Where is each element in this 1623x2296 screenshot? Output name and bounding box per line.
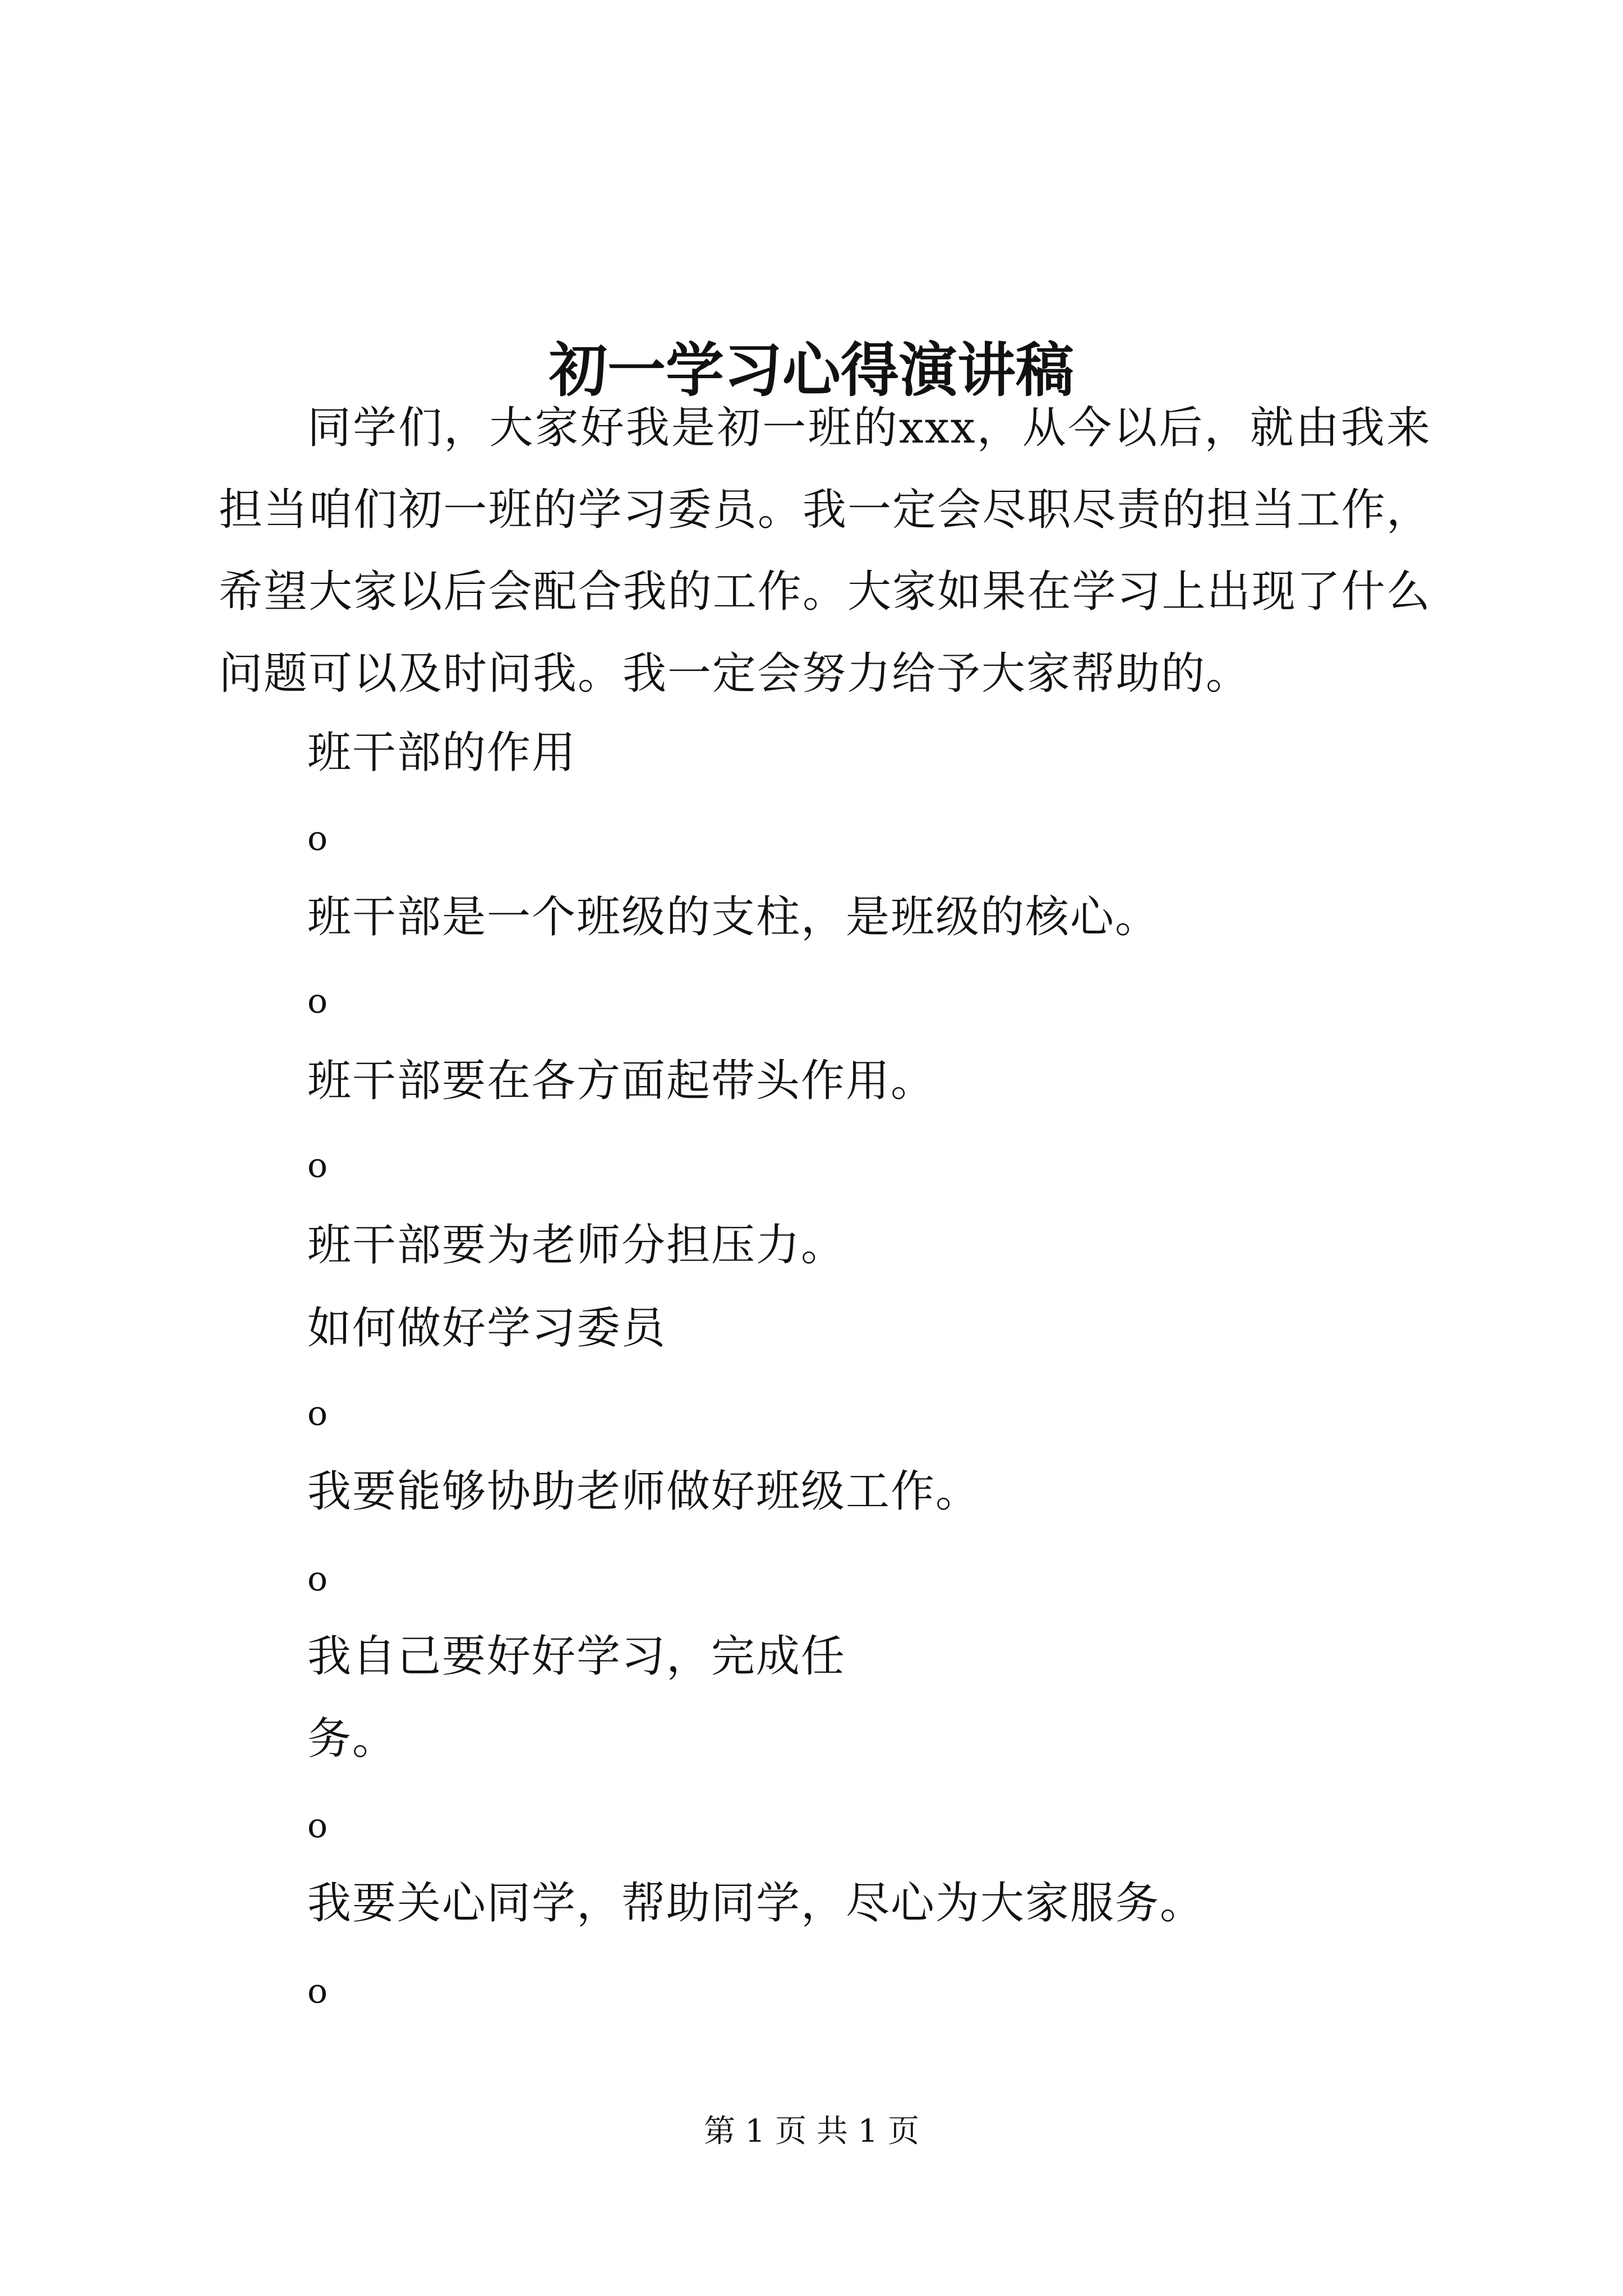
bullet-marker: o: [307, 1146, 328, 1185]
list-item: 我要关心同学，帮助同学，尽心为大家服务。: [307, 1878, 1205, 1929]
list-item-continuation: 务。: [307, 1714, 398, 1764]
list-item: 班干部要为老师分担压力。: [307, 1220, 846, 1271]
document-title: 初一学习心得演讲稿: [548, 335, 1074, 404]
list-item: 班干部是一个班级的支柱，是班级的核心。: [307, 892, 1160, 942]
section-heading-howto: 如何做好学习委员: [307, 1303, 667, 1354]
bullet-marker: o: [307, 819, 328, 858]
section-heading-role: 班干部的作用: [307, 728, 577, 778]
list-item: 我要能够协助老师做好班级工作。: [307, 1466, 981, 1517]
bullet-marker: o: [307, 1394, 328, 1433]
bullet-marker: o: [307, 1972, 328, 2011]
list-item: 我自己要好好学习，完成任: [307, 1631, 846, 1682]
bullet-marker: o: [307, 1806, 328, 1846]
intro-paragraph: 同学们，大家好我是初一班的xxx，从今以后，就由我来担当咱们初一班的学习委员。我一定会尽职尽责的担当工作，希望大家以后会配合我的工作。大家如果在学习上出现了什么问题可以及时问我。我一定会努力给予大家帮助的。: [219, 403, 1431, 699]
bullet-marker: o: [307, 982, 328, 1021]
bullet-marker: o: [307, 1559, 328, 1599]
page-footer: 第 1 页 共 1 页: [703, 2113, 920, 2150]
list-item: 班干部要在各方面起带头作用。: [307, 1056, 936, 1106]
